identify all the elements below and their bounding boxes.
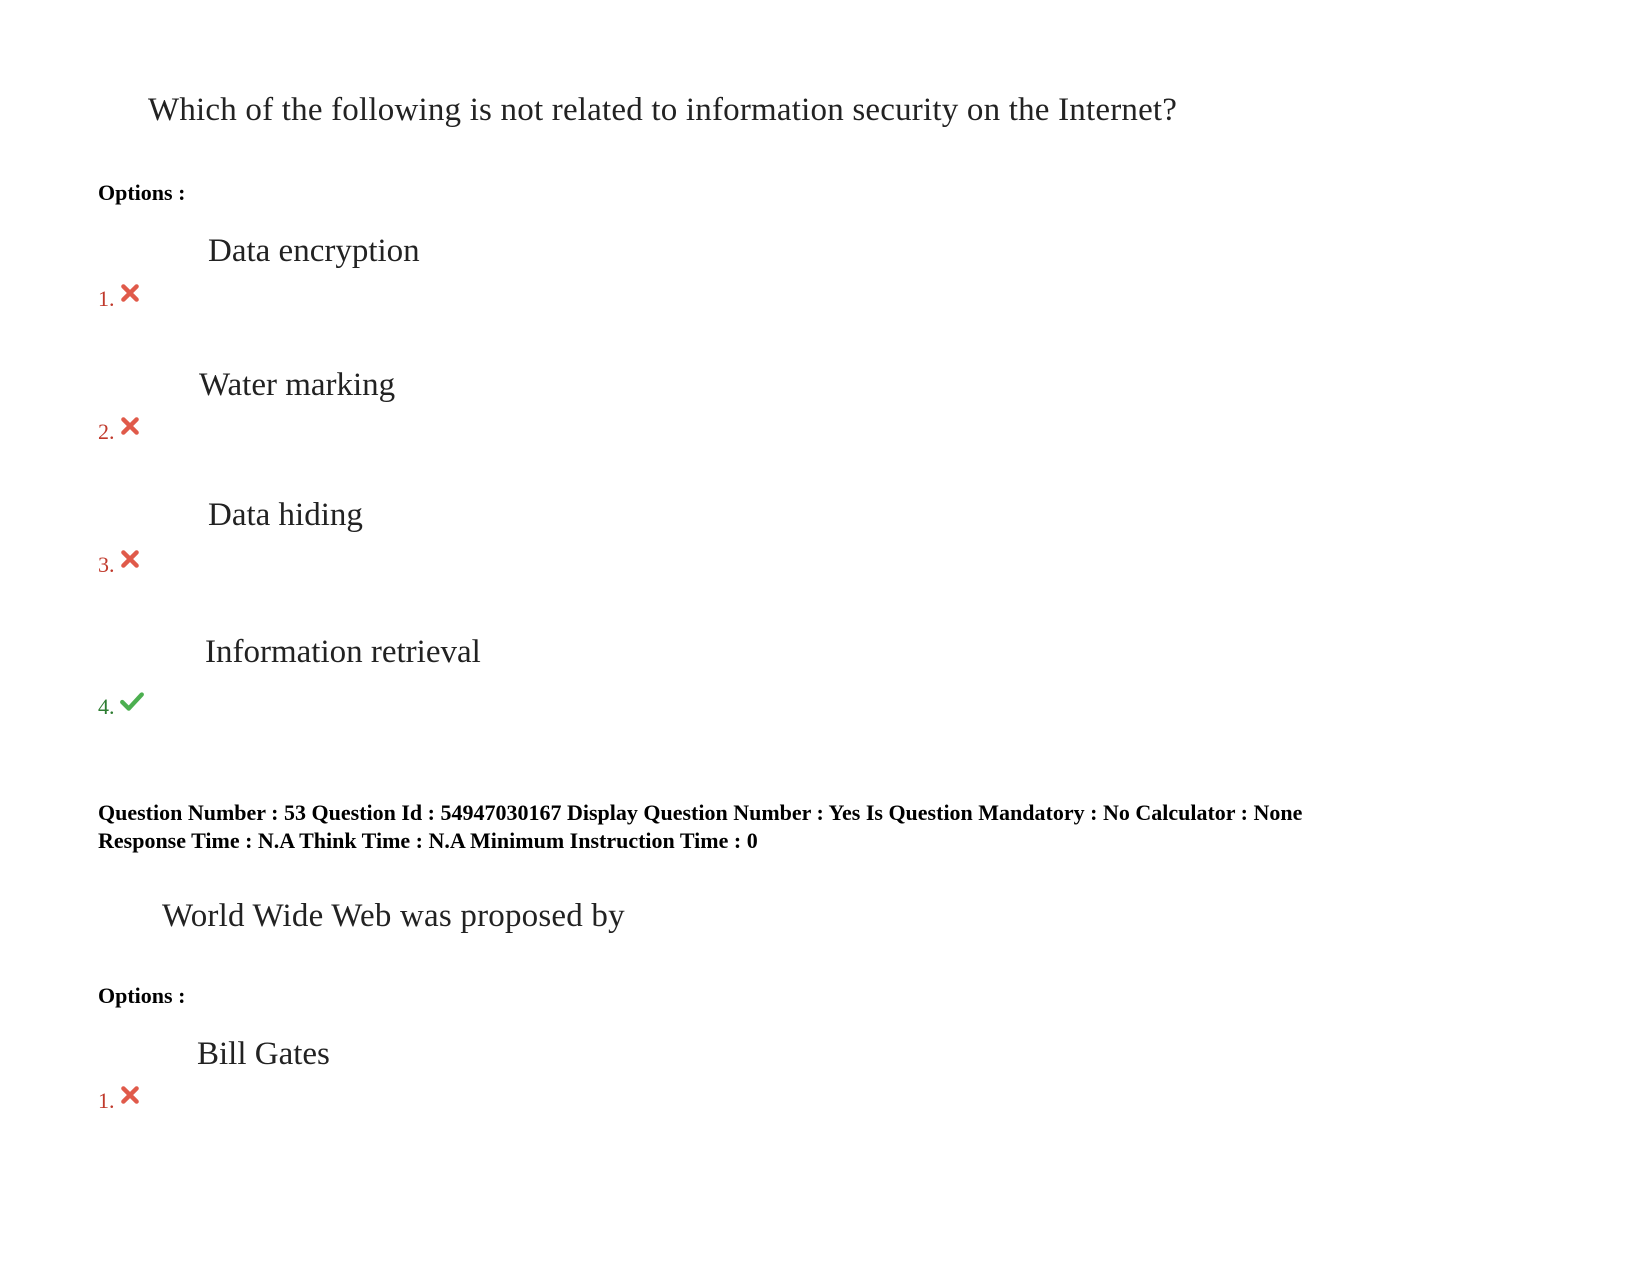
option-number — [98, 286, 141, 312]
question-meta-line-2: Response Time : N.A Think Time : N.A Minimum Instruction Time : 0 — [98, 828, 758, 853]
option-number — [98, 419, 141, 445]
option-number-label: 2. — [98, 419, 115, 444]
option-number — [98, 1088, 141, 1114]
options-label: Options : — [98, 983, 186, 1008]
question-meta-line-1: Question Number : 53 Question Id : 54947030167 Display Question Number : Yes Is Question Mandatory : No Calculator : None — [98, 800, 1303, 825]
question-text: Which of the following is not related to information security on the Internet? — [148, 92, 1178, 128]
option-text: Water marking — [199, 367, 396, 403]
cross-icon — [119, 282, 141, 304]
options-label: Options : — [98, 180, 186, 205]
option-number-label: 1. — [98, 286, 115, 311]
option-number-label: 3. — [98, 552, 115, 577]
question-text: World Wide Web was proposed by — [162, 898, 625, 934]
option-number-label: 4. — [98, 694, 115, 719]
option-text: Data hiding — [208, 497, 363, 533]
cross-icon — [119, 1084, 141, 1106]
option-text: Bill Gates — [197, 1036, 330, 1072]
cross-icon — [119, 548, 141, 570]
option-number-label: 1. — [98, 1088, 115, 1113]
cross-icon — [119, 415, 141, 437]
option-number — [98, 552, 141, 578]
option-text: Data encryption — [208, 233, 420, 269]
check-icon — [119, 690, 145, 712]
option-number — [98, 694, 145, 720]
option-text: Information retrieval — [205, 634, 481, 670]
